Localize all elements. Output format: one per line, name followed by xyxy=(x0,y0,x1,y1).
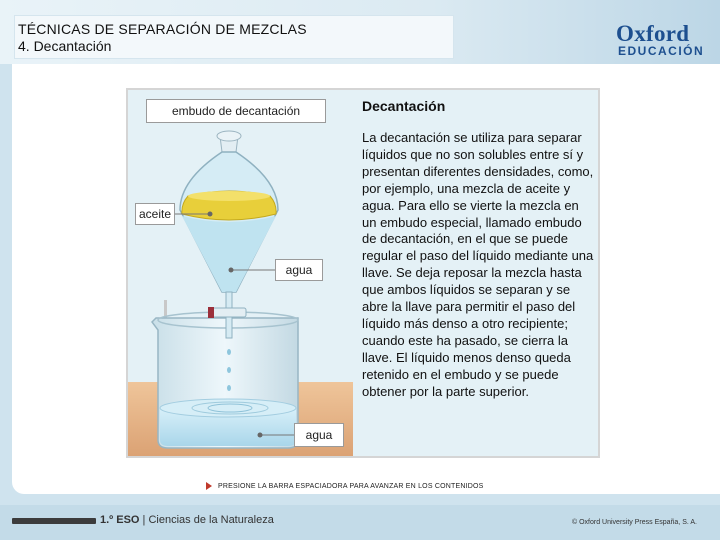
page-subtitle: 4. Decantación xyxy=(18,38,112,54)
label-embudo: embudo de decantación xyxy=(146,99,326,123)
subject-name: Ciencias de la Naturaleza xyxy=(148,514,274,526)
section-title: Decantación xyxy=(362,98,446,114)
section-text: La decantación se utiliza para separar líquidos que no son solubles entre sí y presentan diferentes densidades, como, por ejemplo, una mezcla de aceite y agua. Para ello se vierte la mezcla en un embudo especial, llamado embudo de decantación, en el que se puede regular el paso del líquido mediante una llave. Se deja reposar la mezcla hasta que ambos líquidos se separan y se abre la llave para permitir el paso del líquido más denso a otro recipiente; cuando este ha pasado, se cierra la llave. El líquido menos denso queda retenido en el embudo y se puede obtener por la parte superior. xyxy=(362,130,594,399)
course-level: 1.º ESO xyxy=(100,514,140,526)
funnel-water xyxy=(182,216,276,292)
advance-hint[interactable]: PRESIONE LA BARRA ESPACIADORA PARA AVANZAR EN LOS CONTENIDOS xyxy=(218,483,484,490)
label-aceite: aceite xyxy=(135,203,175,225)
footer-separator: | xyxy=(142,514,146,526)
copyright: © Oxford University Press España, S. A. xyxy=(572,519,697,526)
oxford-logo: Oxford xyxy=(616,21,690,46)
label-agua-beaker: agua xyxy=(294,423,344,447)
play-arrow-icon xyxy=(206,482,212,490)
footer-course xyxy=(100,514,274,526)
stopcock xyxy=(212,308,246,317)
label-agua-funnel: agua xyxy=(275,259,323,281)
oxford-logo-sub: EDUCACIÓN xyxy=(618,44,705,58)
footer-accent-bar xyxy=(12,518,96,524)
page-title: TÉCNICAS DE SEPARACIÓN DE MEZCLAS xyxy=(18,21,307,37)
